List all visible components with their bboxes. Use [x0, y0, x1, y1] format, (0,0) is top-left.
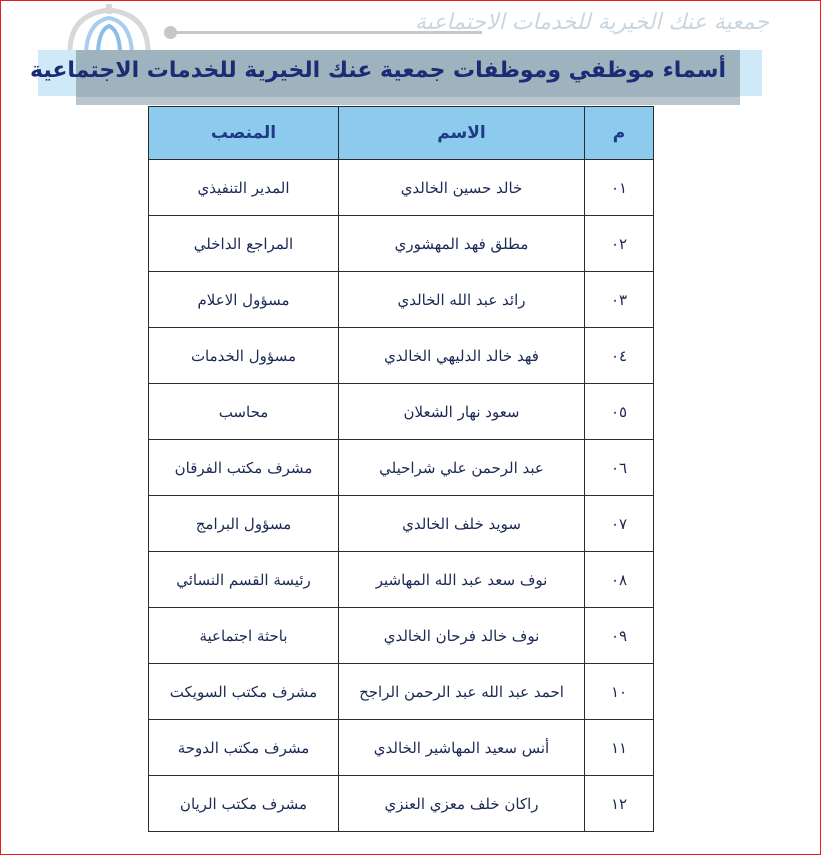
- employee-name: راكان خلف معزي العنزي: [339, 776, 585, 832]
- employee-name: عبد الرحمن علي شراحيلي: [339, 440, 585, 496]
- employee-position: مسؤول البرامج: [149, 496, 339, 552]
- employee-position: مسؤول الخدمات: [149, 328, 339, 384]
- employee-position: محاسب: [149, 384, 339, 440]
- table-row: [149, 160, 654, 216]
- row-number: ٠٨: [585, 552, 654, 608]
- table-row: [149, 496, 654, 552]
- row-number: ١٠: [585, 664, 654, 720]
- table-row: [149, 384, 654, 440]
- employee-position: المراجع الداخلي: [149, 216, 339, 272]
- table-row: [149, 272, 654, 328]
- row-number: ٠٩: [585, 608, 654, 664]
- employee-name: رائد عبد الله الخالدي: [339, 272, 585, 328]
- employee-position: مشرف مكتب الدوحة: [149, 720, 339, 776]
- staff-table: [148, 106, 654, 832]
- row-number: ١١: [585, 720, 654, 776]
- row-number: ١٢: [585, 776, 654, 832]
- row-number: ٠٥: [585, 384, 654, 440]
- employee-name: احمد عبد الله عبد الرحمن الراجح: [339, 664, 585, 720]
- employee-name: نوف خالد فرحان الخالدي: [339, 608, 585, 664]
- employee-name: سويد خلف الخالدي: [339, 496, 585, 552]
- row-number: ٠٤: [585, 328, 654, 384]
- org-name-script: جمعية عنك الخيرية للخدمات الاجتماعية: [414, 10, 769, 35]
- table-row: [149, 552, 654, 608]
- row-number: ٠١: [585, 160, 654, 216]
- employee-name: فهد خالد الدليهي الخالدي: [339, 328, 585, 384]
- employee-name: أنس سعيد المهاشير الخالدي: [339, 720, 585, 776]
- employee-position: باحثة اجتماعية: [149, 608, 339, 664]
- table-header-row: [149, 107, 654, 160]
- employee-position: مسؤول الاعلام: [149, 272, 339, 328]
- employee-name: نوف سعد عبد الله المهاشير: [339, 552, 585, 608]
- table-row: [149, 776, 654, 832]
- column-header-name: الاسم: [339, 107, 585, 160]
- column-header-position: المنصب: [149, 107, 339, 160]
- table-row: [149, 440, 654, 496]
- employee-position: مشرف مكتب الريان: [149, 776, 339, 832]
- employee-position: مشرف مكتب الفرقان: [149, 440, 339, 496]
- row-number: ٠٢: [585, 216, 654, 272]
- employee-position: المدير التنفيذي: [149, 160, 339, 216]
- employee-name: سعود نهار الشعلان: [339, 384, 585, 440]
- dome-logo-icon: [66, 4, 152, 52]
- employee-name: خالد حسين الخالدي: [339, 160, 585, 216]
- column-header-number: م: [585, 107, 654, 160]
- row-number: ٠٦: [585, 440, 654, 496]
- row-number: ٠٣: [585, 272, 654, 328]
- table-row: [149, 328, 654, 384]
- employee-position: رئيسة القسم النسائي: [149, 552, 339, 608]
- page-title: أسماء موظفي وموظفات جمعية عنك الخيرية للخدمات الاجتماعية: [30, 58, 726, 83]
- table-row: [149, 216, 654, 272]
- table-row: [149, 720, 654, 776]
- employee-position: مشرف مكتب السويكت: [149, 664, 339, 720]
- employee-name: مطلق فهد المهشوري: [339, 216, 585, 272]
- table-row: [149, 608, 654, 664]
- table-row: [149, 664, 654, 720]
- row-number: ٠٧: [585, 496, 654, 552]
